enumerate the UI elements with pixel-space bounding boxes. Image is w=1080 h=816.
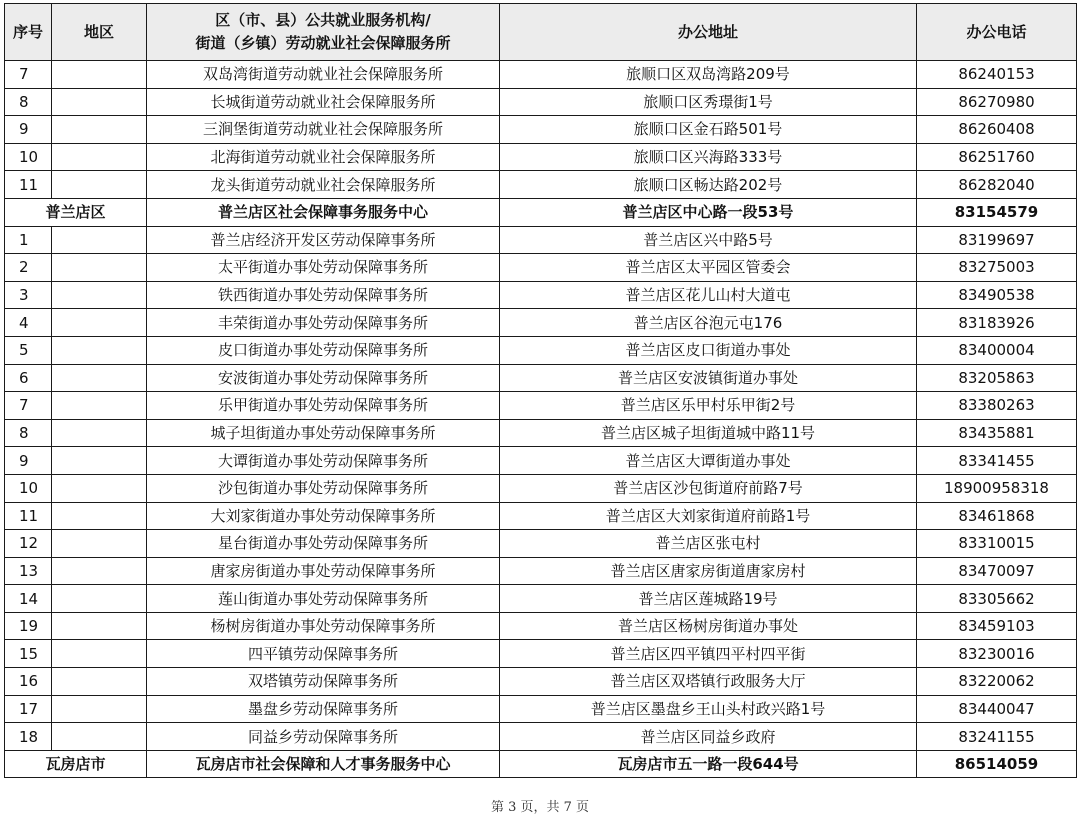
- org-cell: 唐家房街道办事处劳动保障事务所: [147, 557, 500, 585]
- seq-cell: 9: [5, 447, 52, 475]
- area-cell: [52, 640, 147, 668]
- address-cell: 普兰店区张屯村: [500, 530, 917, 558]
- service-directory-sheet: [4, 3, 1077, 778]
- phone-cell: 83470097: [917, 557, 1077, 585]
- seq-cell: 5: [5, 336, 52, 364]
- header-address: 办公地址: [500, 4, 917, 61]
- area-cell: [52, 61, 147, 89]
- org-cell: 四平镇劳动保障事务所: [147, 640, 500, 668]
- org-cell: 双塔镇劳动保障事务所: [147, 668, 500, 696]
- phone-cell: 86260408: [917, 116, 1077, 144]
- area-cell: [52, 585, 147, 613]
- table-row: [5, 116, 1077, 144]
- header-org-line2: 街道（乡镇）劳动就业社会保障服务所: [195, 34, 451, 52]
- phone-cell: 83490538: [917, 281, 1077, 309]
- table-row: [5, 364, 1077, 392]
- table-row: [5, 474, 1077, 502]
- header-org-line1: 区（市、县）公共就业服务机构/: [215, 11, 431, 29]
- phone-cell: 83230016: [917, 640, 1077, 668]
- region-row: [5, 750, 1077, 778]
- area-cell: [52, 309, 147, 337]
- seq-cell: 14: [5, 585, 52, 613]
- area-cell: [52, 530, 147, 558]
- table-row: [5, 336, 1077, 364]
- header-seq: 序号: [5, 4, 52, 61]
- org-cell: 同益乡劳动保障事务所: [147, 723, 500, 751]
- phone-cell: 83154579: [917, 198, 1077, 226]
- address-cell: 普兰店区四平镇四平村四平街: [500, 640, 917, 668]
- table-row: [5, 309, 1077, 337]
- table-header: [5, 4, 1077, 61]
- phone-cell: 83220062: [917, 668, 1077, 696]
- org-cell: 莲山街道办事处劳动保障事务所: [147, 585, 500, 613]
- address-cell: 普兰店区城子坦街道城中路11号: [500, 419, 917, 447]
- seq-cell: 8: [5, 88, 52, 116]
- table-row: [5, 585, 1077, 613]
- service-directory-table: [4, 3, 1077, 778]
- area-cell: [52, 419, 147, 447]
- area-cell: [52, 557, 147, 585]
- table-row: [5, 502, 1077, 530]
- org-cell: 太平街道办事处劳动保障事务所: [147, 254, 500, 282]
- org-cell: 三涧堡街道劳动就业社会保障服务所: [147, 116, 500, 144]
- address-cell: 旅顺口区兴海路333号: [500, 143, 917, 171]
- address-cell: 普兰店区花儿山村大道屯: [500, 281, 917, 309]
- area-cell: [52, 226, 147, 254]
- seq-cell: 19: [5, 612, 52, 640]
- table-row: [5, 695, 1077, 723]
- page-footer: 第 3 页，共 7 页: [490, 800, 590, 815]
- phone-cell: 83380263: [917, 392, 1077, 420]
- seq-cell: 16: [5, 668, 52, 696]
- region-name-cell: 普兰店区: [5, 198, 147, 226]
- area-cell: [52, 447, 147, 475]
- phone-cell: 86251760: [917, 143, 1077, 171]
- seq-cell: 3: [5, 281, 52, 309]
- org-cell: 杨树房街道办事处劳动保障事务所: [147, 612, 500, 640]
- table-row: [5, 88, 1077, 116]
- phone-cell: 83341455: [917, 447, 1077, 475]
- table-row: [5, 254, 1077, 282]
- org-cell: 墨盘乡劳动保障事务所: [147, 695, 500, 723]
- org-cell: 瓦房店市社会保障和人才事务服务中心: [147, 750, 500, 778]
- table-row: [5, 281, 1077, 309]
- seq-cell: 1: [5, 226, 52, 254]
- area-cell: [52, 171, 147, 199]
- header-org: [147, 4, 500, 61]
- seq-cell: 15: [5, 640, 52, 668]
- org-cell: 丰荣街道办事处劳动保障事务所: [147, 309, 500, 337]
- org-cell: 普兰店区社会保障事务服务中心: [147, 198, 500, 226]
- phone-cell: 83199697: [917, 226, 1077, 254]
- seq-cell: 11: [5, 502, 52, 530]
- address-cell: 瓦房店市五一路一段644号: [500, 750, 917, 778]
- phone-cell: 83205863: [917, 364, 1077, 392]
- seq-cell: 2: [5, 254, 52, 282]
- org-cell: 大刘家街道办事处劳动保障事务所: [147, 502, 500, 530]
- area-cell: [52, 336, 147, 364]
- area-cell: [52, 668, 147, 696]
- header-row: [5, 4, 1077, 61]
- phone-cell: 86270980: [917, 88, 1077, 116]
- address-cell: 旅顺口区金石路501号: [500, 116, 917, 144]
- phone-cell: 83241155: [917, 723, 1077, 751]
- area-cell: [52, 502, 147, 530]
- address-cell: 普兰店区墨盘乡王山头村政兴路1号: [500, 695, 917, 723]
- org-cell: 铁西街道办事处劳动保障事务所: [147, 281, 500, 309]
- phone-cell: 83183926: [917, 309, 1077, 337]
- region-row: [5, 198, 1077, 226]
- phone-cell: 83400004: [917, 336, 1077, 364]
- seq-cell: 7: [5, 392, 52, 420]
- seq-cell: 10: [5, 143, 52, 171]
- org-cell: 乐甲街道办事处劳动保障事务所: [147, 392, 500, 420]
- address-cell: 旅顺口区畅达路202号: [500, 171, 917, 199]
- phone-cell: 83440047: [917, 695, 1077, 723]
- table-row: [5, 419, 1077, 447]
- phone-cell: 83310015: [917, 530, 1077, 558]
- address-cell: 普兰店区安波镇街道办事处: [500, 364, 917, 392]
- table-row: [5, 723, 1077, 751]
- address-cell: 普兰店区皮口街道办事处: [500, 336, 917, 364]
- area-cell: [52, 281, 147, 309]
- address-cell: 旅顺口区秀璟街1号: [500, 88, 917, 116]
- area-cell: [52, 254, 147, 282]
- phone-cell: 18900958318: [917, 474, 1077, 502]
- phone-cell: 86282040: [917, 171, 1077, 199]
- phone-cell: 83461868: [917, 502, 1077, 530]
- seq-cell: 9: [5, 116, 52, 144]
- seq-cell: 10: [5, 474, 52, 502]
- area-cell: [52, 143, 147, 171]
- org-cell: 普兰店经济开发区劳动保障事务所: [147, 226, 500, 254]
- table-row: [5, 640, 1077, 668]
- header-phone: 办公电话: [917, 4, 1077, 61]
- org-cell: 城子坦街道办事处劳动保障事务所: [147, 419, 500, 447]
- address-cell: 旅顺口区双岛湾路209号: [500, 61, 917, 89]
- area-cell: [52, 723, 147, 751]
- org-cell: 安波街道办事处劳动保障事务所: [147, 364, 500, 392]
- table-body: [5, 61, 1077, 778]
- address-cell: 普兰店区杨树房街道办事处: [500, 612, 917, 640]
- table-row: [5, 392, 1077, 420]
- table-row: [5, 557, 1077, 585]
- table-row: [5, 143, 1077, 171]
- table-row: [5, 226, 1077, 254]
- header-area: 地区: [52, 4, 147, 61]
- area-cell: [52, 364, 147, 392]
- seq-cell: 17: [5, 695, 52, 723]
- table-row: [5, 61, 1077, 89]
- address-cell: 普兰店区大刘家街道府前路1号: [500, 502, 917, 530]
- seq-cell: 6: [5, 364, 52, 392]
- address-cell: 普兰店区大谭街道办事处: [500, 447, 917, 475]
- address-cell: 普兰店区太平园区管委会: [500, 254, 917, 282]
- address-cell: 普兰店区中心路一段53号: [500, 198, 917, 226]
- address-cell: 普兰店区双塔镇行政服务大厅: [500, 668, 917, 696]
- org-cell: 北海街道劳动就业社会保障服务所: [147, 143, 500, 171]
- area-cell: [52, 474, 147, 502]
- seq-cell: 12: [5, 530, 52, 558]
- seq-cell: 7: [5, 61, 52, 89]
- area-cell: [52, 116, 147, 144]
- org-cell: 沙包街道办事处劳动保障事务所: [147, 474, 500, 502]
- address-cell: 普兰店区兴中路5号: [500, 226, 917, 254]
- address-cell: 普兰店区乐甲村乐甲街2号: [500, 392, 917, 420]
- table-row: [5, 530, 1077, 558]
- org-cell: 龙头街道劳动就业社会保障服务所: [147, 171, 500, 199]
- seq-cell: 18: [5, 723, 52, 751]
- table-row: [5, 668, 1077, 696]
- area-cell: [52, 392, 147, 420]
- org-cell: 双岛湾街道劳动就业社会保障服务所: [147, 61, 500, 89]
- seq-cell: 4: [5, 309, 52, 337]
- phone-cell: 83435881: [917, 419, 1077, 447]
- org-cell: 大谭街道办事处劳动保障事务所: [147, 447, 500, 475]
- address-cell: 普兰店区同益乡政府: [500, 723, 917, 751]
- area-cell: [52, 695, 147, 723]
- table-row: [5, 612, 1077, 640]
- address-cell: 普兰店区莲城路19号: [500, 585, 917, 613]
- org-cell: 星台街道办事处劳动保障事务所: [147, 530, 500, 558]
- area-cell: [52, 88, 147, 116]
- phone-cell: 83305662: [917, 585, 1077, 613]
- phone-cell: 83275003: [917, 254, 1077, 282]
- table-row: [5, 171, 1077, 199]
- phone-cell: 86240153: [917, 61, 1077, 89]
- area-cell: [52, 612, 147, 640]
- seq-cell: 13: [5, 557, 52, 585]
- seq-cell: 11: [5, 171, 52, 199]
- org-cell: 皮口街道办事处劳动保障事务所: [147, 336, 500, 364]
- region-name-cell: 瓦房店市: [5, 750, 147, 778]
- phone-cell: 86514059: [917, 750, 1077, 778]
- org-cell: 长城街道劳动就业社会保障服务所: [147, 88, 500, 116]
- address-cell: 普兰店区谷泡元屯176: [500, 309, 917, 337]
- address-cell: 普兰店区沙包街道府前路7号: [500, 474, 917, 502]
- table-row: [5, 447, 1077, 475]
- phone-cell: 83459103: [917, 612, 1077, 640]
- address-cell: 普兰店区唐家房街道唐家房村: [500, 557, 917, 585]
- seq-cell: 8: [5, 419, 52, 447]
